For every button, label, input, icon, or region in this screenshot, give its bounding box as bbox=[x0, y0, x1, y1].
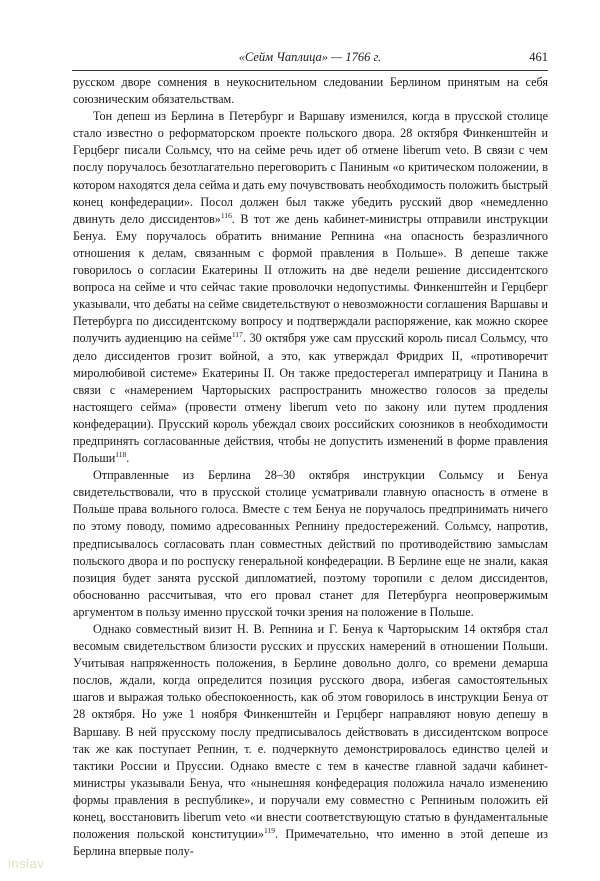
paragraph-text: Отправленные из Берлина 28–30 октября инструкции Сольмсу и Бенуа свидетельствовали, что в прусской столице усматривали главную опасность в отмене в Польше права вольного голоса. Вместе с тем Бенуа не поручалось предпринимать ничего по этому поводу, помимо адресованных Репнину предостережений. Сольмсу, напротив, предписывалось согласовать план совместных действий по противодействию замыслам польского двора и по роспуску генеральной конфедерации. В Берлине еще не знали, какая позиция будет занята русской дипломатией, поэтому торопили с делом диссидентов, обоснованно рассчитывая, что его провал станет для Петербурга неопровержимым аргументом в пользу именно прусской точки зрения на положение в Польше. bbox=[73, 468, 548, 619]
paragraph-text: . Примечательно, что именно в этой депеше из Берлина впервые полу- bbox=[73, 827, 548, 859]
running-title: «Сейм Чаплица» — 1766 г. bbox=[238, 50, 382, 64]
header-rule bbox=[72, 70, 548, 71]
paragraph-text: Тон депеш из Берлина в Петербург и Варшаву изменился, когда в прусской столице стало известно о реформаторском проекте польского двора. 28 октября Финкенштейн и Герцберг писали Сольмсу, что на сейме речь идет об отмене liberum veto. В связи с чем послу поручалось безотлагательно переговорить с Паниным «о критическом положении, в котором находятся дела сейма и дать ему почувствовать необходимость положить быстрый конец конфедерации». Посол должен был также убедить русский двор «немедленно двинуть дело диссидентов» bbox=[73, 109, 548, 226]
text-body bbox=[73, 74, 548, 860]
watermark-logo: inslav bbox=[8, 856, 45, 871]
footnote-ref: 116 bbox=[220, 210, 232, 220]
paragraph-text: Однако совместный визит Н. В. Репнина и Г. Бенуа к Чарторыским 14 октября стал весомым свидетельством близости русских и прусских намерений в отношении Польши. Учитывая напряженность положения, в Берлине довольно долго, со времени демарша послов, ждали, когда определится позиция русского двора, избегая самостоятельных шагов и выражая только обеспокоенность, как об этом говорилось в инструкции Бенуа от 28 октября. Но уже 1 ноября Финкенштейн и Герцберг направляют новую депешу в Варшаву. В ней прусскому послу предписывалось действовать в диссидентском вопросе так же как поступает Репнин, т. е. подчеркнуто демонстрировалось единство целей и тактики России и Пруссии. Однако вместе с тем в качестве главной задачи кабинет-министры указывали Бенуа, что «нынешняя конфедерация положила начало изменению формы правления в республике», и поручали ему совместно с Репниным положить ей конец, восстановить liberum veto «и внести соответствующую статью в фундаментальные положения польской конституции» bbox=[73, 622, 548, 842]
paragraph-4 bbox=[73, 621, 548, 860]
paragraph-2 bbox=[73, 108, 548, 467]
footnote-ref: 118 bbox=[115, 450, 127, 460]
paragraph-3 bbox=[73, 467, 548, 621]
footnote-ref: 117 bbox=[231, 330, 243, 340]
paragraph-text: . bbox=[126, 451, 130, 466]
paragraph-text: русском дворе сомнения в неукоснительном следовании Берлином принятым на себя союзническим обязательствам. bbox=[73, 75, 548, 107]
paragraph-text: . 30 октября уже сам прусский король писал Сольмсу, что дело диссидентов грозит войной, а это, как утверждал Фридрих II, «противоречит миролюбивой системе» Екатерины II. Он также предостерегал императрицу и Панина в связи с «намерением Чарторыских распространить множество голосов за пределы настоящего сейма» (провести отмену liberum veto по закону или путем продления конфедерации). Прусский король убеждал своих российских союзников в необходимости предпринять согласованные действия, чтобы не допустить изменений в форме правления Польши bbox=[73, 331, 548, 466]
footnote-ref: 119 bbox=[263, 826, 275, 836]
page-number: 461 bbox=[529, 50, 548, 64]
page-header bbox=[72, 50, 548, 68]
paragraph-1 bbox=[73, 74, 548, 108]
paragraph-text: . В тот же день кабинет-министры отправили инструкции Бенуа. Ему поручалось обратить внимание Репнина «на опасность безразличного отношения к делам, связанным с формой правления в Польше». В депеше также говорилось о согласии Екатерины II отложить на две недели решение диссидентского вопроса на сейме и что сейчас такие проволочки недопустимы. Финкенштейн и Герцберг указывали, что дебаты на сейме свидетельствуют о невозможности соглашения Варшавы и Петербурга по диссидентскому вопросу и подтверждали распоряжение, как можно скорее получить аудиенцию на сейме bbox=[73, 211, 548, 346]
